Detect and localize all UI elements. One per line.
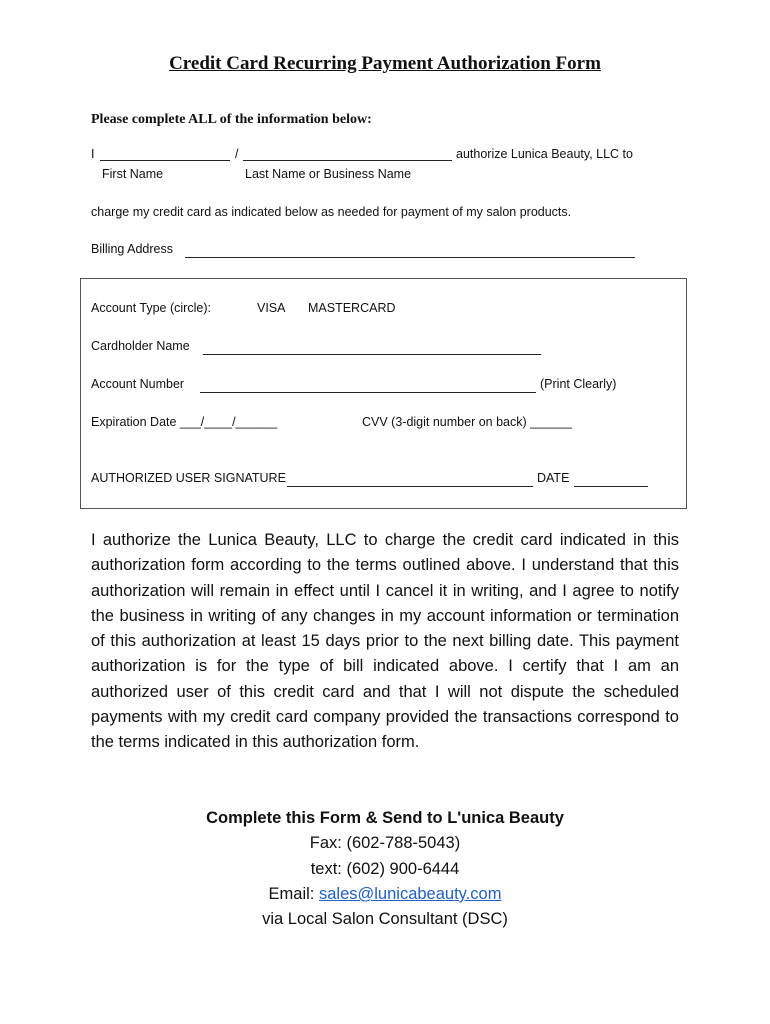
- billing-address-field[interactable]: [185, 257, 635, 258]
- name-separator: /: [235, 147, 239, 161]
- instructions-text: Please complete ALL of the information below:: [91, 112, 372, 127]
- fax-number: Fax: (602-788-5043): [309, 834, 461, 853]
- expiration-date-field[interactable]: Expiration Date ___/____/______: [91, 415, 278, 429]
- cardholder-label: Cardholder Name: [91, 339, 190, 353]
- email-link[interactable]: sales@lunicabeauty.com: [318, 884, 502, 903]
- cvv-field[interactable]: CVV (3-digit number on back) ______: [362, 415, 572, 429]
- mastercard-option[interactable]: MASTERCARD: [308, 301, 396, 315]
- last-name-field[interactable]: [243, 160, 452, 161]
- account-number-label: Account Number: [91, 377, 185, 391]
- email-line: [0, 882, 770, 907]
- print-clearly-note: (Print Clearly): [540, 377, 617, 391]
- cardholder-field[interactable]: [203, 354, 541, 355]
- contact-block: [0, 806, 770, 932]
- last-name-label: Last Name or Business Name: [245, 167, 412, 181]
- authorization-paragraph: I authorize the Lunica Beauty, LLC to charge the credit card indicated in this authorization form according to the terms outlined above. I understand that this authorization will remain in effect until I cancel it in writing, and I agree to notify the business in writing of any changes in my account information or termination of this authorization at least 15 days prior to the next billing date. This payment authorization is for the type of bill indicated above. I certify that I am an authorized user of this credit card and that I will not dispute the scheduled payments with my credit card company provided the transactions correspond to the terms indicated in this authorization form.: [91, 531, 679, 752]
- consultant-line: via Local Salon Consultant (DSC): [262, 910, 508, 929]
- date-label: DATE: [537, 471, 570, 485]
- first-name-label: First Name: [102, 167, 164, 181]
- billing-address-label: Billing Address: [91, 242, 173, 256]
- signature-label: AUTHORIZED USER SIGNATURE: [91, 471, 286, 485]
- charge-text: charge my credit card as indicated below as needed for payment of my salon products.: [91, 205, 572, 219]
- visa-option[interactable]: VISA: [257, 301, 286, 315]
- account-number-field[interactable]: [200, 392, 536, 393]
- text-number: text: (602) 900-6444: [310, 859, 460, 878]
- signature-field[interactable]: [287, 486, 533, 487]
- form-title: Credit Card Recurring Payment Authorization Form: [169, 53, 601, 74]
- first-name-field[interactable]: [100, 160, 230, 161]
- authorize-suffix: authorize Lunica Beauty, LLC to: [456, 147, 633, 161]
- contact-headline: Complete this Form & Send to L'unica Beauty: [206, 809, 564, 827]
- email-prefix: Email:: [268, 884, 319, 903]
- date-field[interactable]: [574, 486, 648, 487]
- authorize-prefix: I: [91, 147, 95, 161]
- account-type-label: Account Type (circle):: [91, 301, 211, 315]
